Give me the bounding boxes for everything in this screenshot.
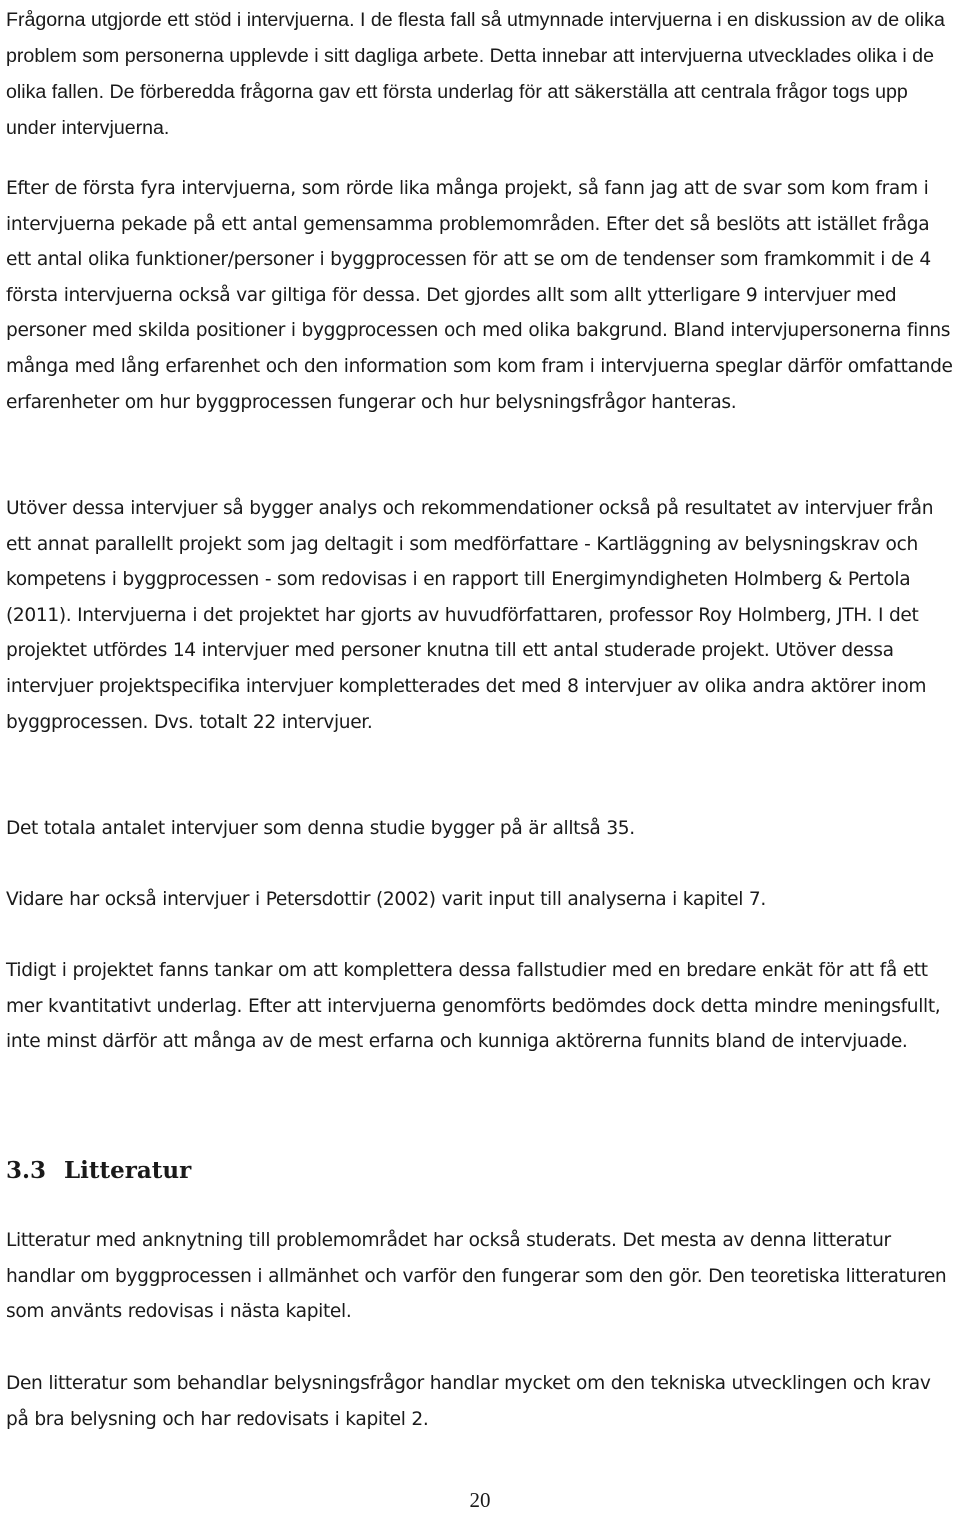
paragraph-interview-questions: Frågorna utgjorde ett stöd i intervjuerna. I de flesta fall så utmynnade intervjuerna i en diskussion av de olika problem som personerna upplevde i sitt dagliga arbete. Detta innebar att intervjuerna utvecklades olika i de olika fallen. De förberedda frågorna gav ett första underlag för att säkerställa att centrala frågor togs upp under intervjuerna. [6,9,945,139]
paragraph-literature: Litteratur med anknytning till problemområdet har också studerats. Det mesta av denna litteratur handlar om byggprocessen i allmänhet och varför den fungerar som den gör. Den teoretiska litteraturen som använts redovisas i nästa kapitel. [6,1230,947,1323]
paragraph-first-interviews: Efter de första fyra intervjuerna, som rörde lika många projekt, så fann jag att de svar som kom fram i intervjuerna pekade på ett antal gemensamma problemområden. Efter det så beslöts att istället fråga ett antal olika funktioner/personer i byggprocessen för att se om de tendenser som framkommit i de 4 första intervjuerna också var giltiga för dessa. Det gjordes allt som allt ytterligare 9 intervjuer med personer med skilda positioner i byggprocessen och med olika bakgrund. Bland intervjupersonerna finns många med lång erfarenhet och den information som kom fram i intervjuerna speglar därför omfattande erfarenheter om hur byggprocessen fungerar och hur belysningsfrågor hanteras. [6,178,953,413]
page-number: 20 [469,1488,491,1512]
section-heading [6,1153,191,1189]
paragraph-total-interviews: Det totala antalet intervjuer som denna studie bygger på är alltså 35. [6,818,635,839]
paragraph-petersdottir: Vidare har också intervjuer i Petersdottir (2002) varit input till analyserna i kapitel 7. [6,889,766,910]
paragraph-survey: Tidigt i projektet fanns tankar om att komplettera dessa fallstudier med en bredare enkät för att få ett mer kvantitativt underlag. Efter att intervjuerna genomförts bedömdes dock detta mindre meningsfullt, inte minst därför att många av de mest erfarna och kunniga aktörerna funnits bland de intervjuade. [6,960,941,1053]
paragraph-parallel-project: Utöver dessa intervjuer så bygger analys och rekommendationer också på resultatet av intervjuer från ett annat parallellt projekt som jag deltagit i som medförfattare - Kartläggning av belysningskrav och kompetens i byggprocessen - som redovisas i en rapport till Energimyndigheten Holmberg & Pertola (2011). Intervjuerna i det projektet har gjorts av huvudförfattaren, professor Roy Holmberg, JTH. I det projektet utfördes 14 intervjuer med personer knutna till ett antal studerade projekt. Utöver dessa intervjuer projektspecifika intervjuer kompletterades det med 8 intervjuer av olika andra aktörer inom byggprocessen. Dvs. totalt 22 intervjuer. [6,498,934,733]
section-title: Litteratur [64,1157,192,1184]
section-number: 3.3 [6,1157,47,1184]
paragraph-lighting-literature: Den litteratur som behandlar belysningsfrågor handlar mycket om den tekniska utvecklingen och krav på bra belysning och har redovisats i kapitel 2. [6,1373,931,1430]
